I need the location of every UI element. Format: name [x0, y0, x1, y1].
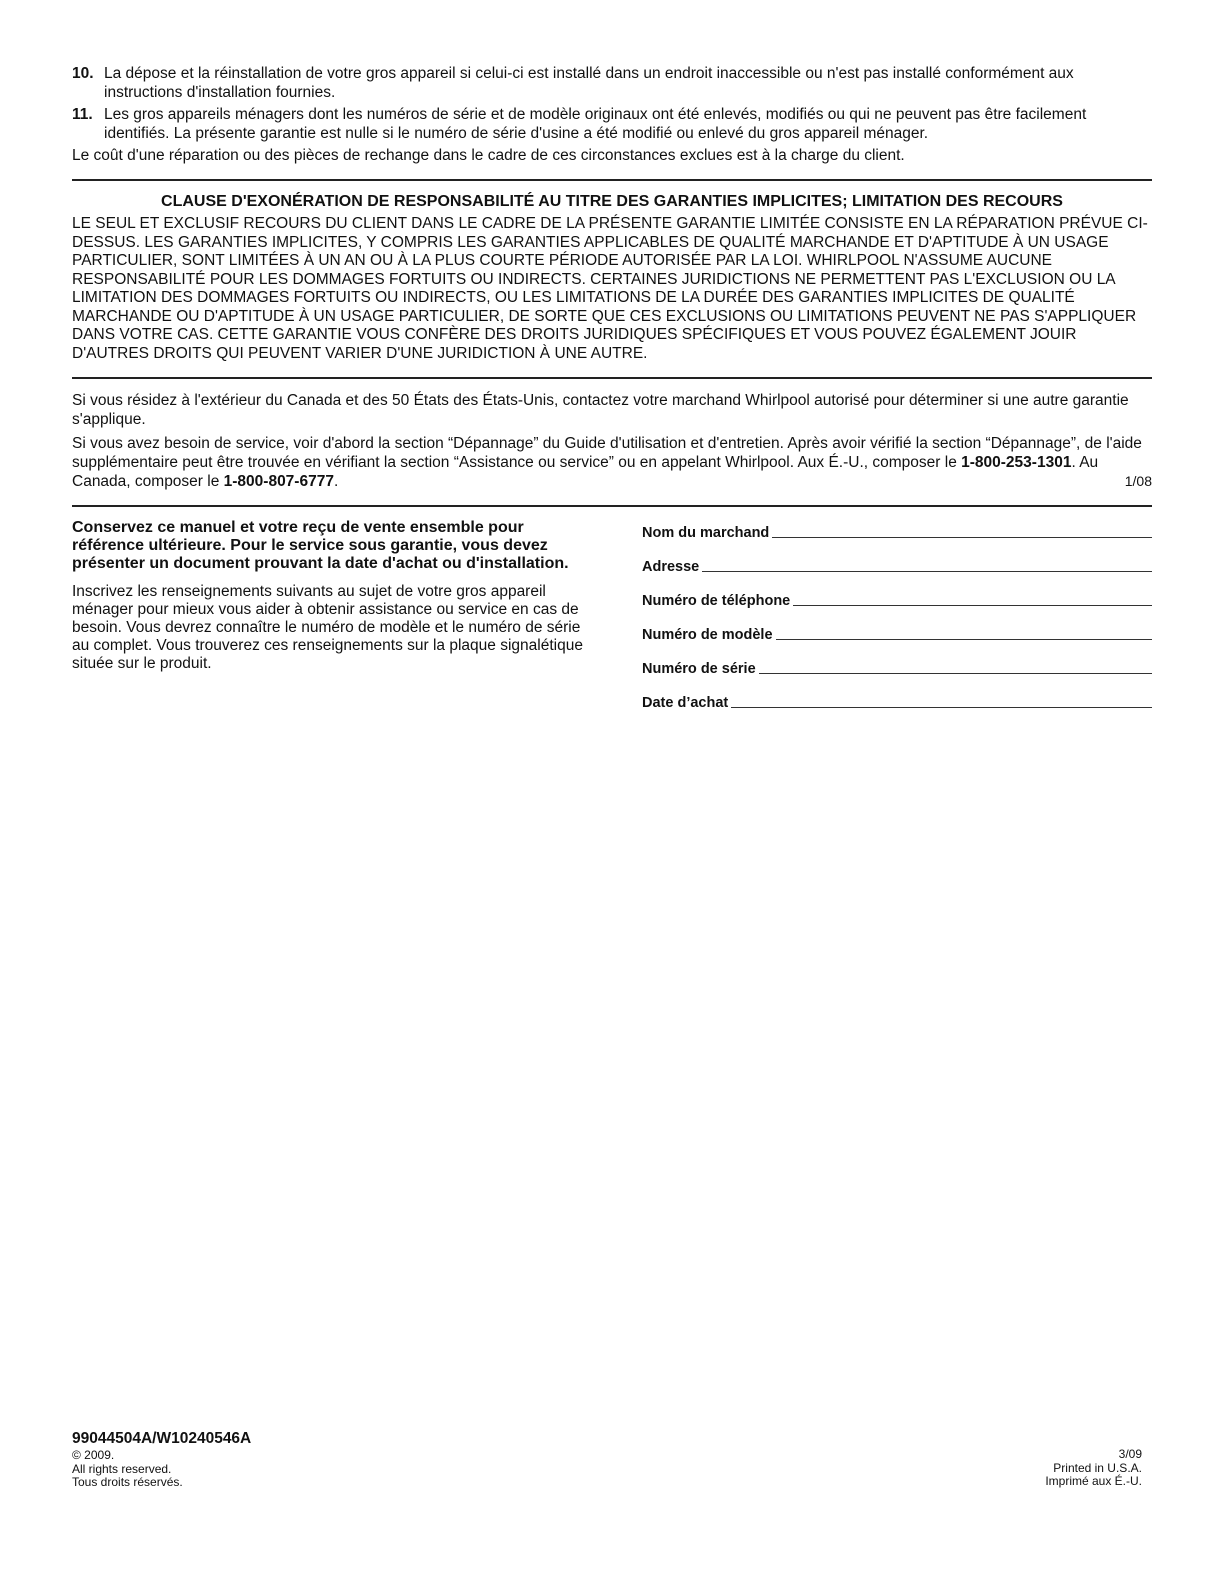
version-code: 1/08 [1124, 473, 1152, 489]
divider [72, 179, 1152, 181]
rights-english: All rights reserved. [72, 1461, 172, 1476]
field-line [759, 673, 1152, 674]
field-model-number [642, 609, 1152, 643]
service-text: . [333, 473, 339, 490]
field-dealer-name [642, 519, 1152, 541]
service-text: Si vous avez besoin de service, voir d'abord la section “Dépannage” du Guide d'utilisation et d'entretien. Après avoir vérifié la section “Dépannage”, de l'aide supplémentaire peut être trouvée en vérifiant la section “Assistance ou service” ou en appelant Whirlpool. Aux É.-U., composer le [72, 435, 1142, 471]
list-item [72, 64, 1152, 102]
phone-canada: 1-800-807-6777 [223, 473, 334, 490]
outside-paragraph: Si vous résidez à l'extérieur du Canada et des 50 États des États-Unis, contactez votre marchand Whirlpool autorisé pour déterminer si une autre garantie s'applique. [72, 392, 1129, 428]
list-item [72, 105, 1152, 143]
keep-instructions [72, 519, 584, 711]
disclaimer-title: CLAUSE D'EXONÉRATION DE RESPONSABILITÉ AU TITRE DES GARANTIES IMPLICITES; LIMITATION DES RECOURS [161, 193, 1063, 210]
page-footer [72, 1430, 1142, 1490]
field-label: Adresse [642, 559, 700, 575]
field-serial-number [642, 643, 1152, 677]
record-section [72, 519, 1152, 711]
field-line [776, 639, 1152, 640]
document-code: 99044504A/W10240546A [72, 1430, 252, 1447]
field-label: Numéro de série [642, 661, 756, 677]
copyright: © 2009. [72, 1448, 115, 1462]
keep-bold-text: Conservez ce manuel et votre reçu de vente ensemble pour référence ultérieure. Pour le service sous garantie, vous devez présenter un document prouvant la date d'achat ou d'installation. [72, 519, 569, 572]
field-label: Numéro de modèle [642, 627, 773, 643]
exclusion-list [72, 64, 1152, 143]
item-text: La dépose et la réinstallation de votre gros appareil si celui-ci est installé dans un endroit inaccessible ou n'est pas installé conformément aux instructions d'installation fournies. [104, 65, 1074, 101]
rights-french: Tous droits réservés. [72, 1475, 183, 1489]
print-date: 3/09 [1118, 1447, 1142, 1461]
record-form [642, 519, 1152, 711]
field-label: Nom du marchand [642, 525, 770, 541]
item-number: 10. [72, 65, 94, 82]
field-line [731, 707, 1152, 708]
field-purchase-date [642, 677, 1152, 711]
field-label: Date d’achat [642, 695, 729, 711]
field-label: Numéro de téléphone [642, 593, 791, 609]
printed-french: Imprimé aux É.-U. [1045, 1474, 1142, 1488]
field-line [702, 571, 1152, 572]
divider [72, 377, 1152, 379]
keep-text: Inscrivez les renseignements suivants au sujet de votre gros appareil ménager pour mieux vous aider à obtenir assistance ou service en cas de besoin. Vous devrez connaître le numéro de modèle et le numéro de série au complet. Vous trouverez ces renseignements sur la plaque signalétique située sur le produit. [72, 583, 583, 672]
field-phone [642, 575, 1152, 609]
warranty-page [72, 64, 1152, 711]
item-number: 11. [72, 106, 93, 123]
phone-us: 1-800-253-1301 [961, 454, 1072, 471]
printed-english: Printed in U.S.A. [1053, 1460, 1142, 1475]
divider [72, 505, 1152, 507]
service-text: . Au Canada, composer le [72, 454, 1099, 490]
field-line [793, 605, 1152, 606]
field-address [642, 541, 1152, 575]
print-info [1045, 1448, 1142, 1489]
item-text: Les gros appareils ménagers dont les numéros de série et de modèle originaux ont été enlevés, modifiés ou qui ne peuvent pas être facilement identifiés. La présente garantie est nulle si le numéro de série d'usine a été modifié ou enlevé du gros appareil ménager. [104, 106, 1087, 142]
disclaimer-body: LE SEUL ET EXCLUSIF RECOURS DU CLIENT DANS LE CADRE DE LA PRÉSENTE GARANTIE LIMITÉE CONSISTE EN LA RÉPARATION PRÉVUE CI-DESSUS. LES GARANTIES IMPLICITES, Y COMPRIS LES GARANTIES APPLICABLES DE QUALITÉ MARCHANDE ET D'APTITUDE À UN USAGE PARTICULIER, SONT LIMITÉES À UN AN OU À LA PLUS COURTE PÉRIODE AUTORISÉE PAR LA LOI. WHIRLPOOL N'ASSUME AUCUNE RESPONSABILITÉ POUR LES DOMMAGES FORTUITS OU INDIRECTS. CERTAINES JURIDICTIONS NE PERMETTENT PAS L'EXCLUSION OU LA LIMITATION DES DOMMAGES FORTUITS OU INDIRECTS, OU LES LIMITATIONS DE LA DURÉE DES GARANTIES IMPLICITES DE QUALITÉ MARCHANDE OU D'APTITUDE À UN USAGE PARTICULIER, DE SORTE QUE CES EXCLUSIONS OU LIMITATIONS PEUVENT NE PAS S'APPLIQUER DANS VOTRE CAS. CETTE GARANTIE VOUS CONFÈRE DES DROITS JURIDIQUES SPÉCIFIQUES ET VOUS POUVEZ ÉGALEMENT JOUIR D'AUTRES DROITS QUI PEUVENT VARIER D'UNE JURIDICTION À UNE AUTRE. [72, 215, 1148, 362]
cost-paragraph: Le coût d'une réparation ou des pièces de rechange dans le cadre de ces circonstances exclues est à la charge du client. [72, 147, 905, 164]
field-line [772, 537, 1152, 538]
service-paragraph [72, 434, 1152, 491]
